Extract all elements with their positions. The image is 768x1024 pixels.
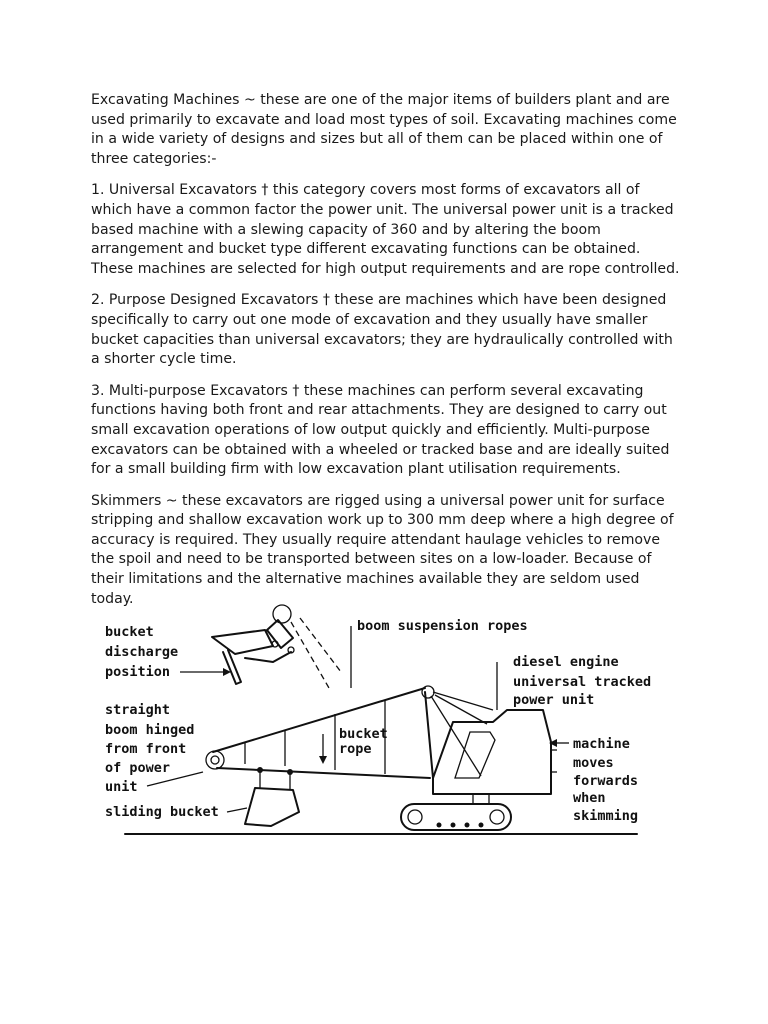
label-bucket-rope: bucket rope — [339, 726, 388, 757]
boom-drawing — [206, 686, 434, 778]
power-unit-drawing — [433, 710, 557, 804]
paragraph-universal-excavators: 1. Universal Excavators † this category covers most forms of excavators all of which have a common factor the power unit. The universal power unit is a tracked based machine with a slewing capacity of 360 and by altering the boom arrangement and bucket type different excavating functions can be obtained. These machines are selected for high output requirements and are rope controlled. — [91, 182, 680, 277]
label-straight-boom: straight boom hinged from front of power unit — [105, 702, 195, 795]
rope-drawing — [431, 692, 493, 776]
paragraph-multi-purpose: 3. Multi-purpose Excavators † these machines can perform several excavating functions having both front and rear attachments. They are designed to carry out small excavation operations of low output quickly and efficiently. Multi-purpose excavators can be obtained with a wheeled or tracked base and are ideally suited for a small building firm with low excavation plant utilisation requirements. — [91, 382, 670, 478]
label-boom-suspension: boom suspension ropes — [357, 618, 528, 634]
paragraph-intro: Excavating Machines ~ these are one of the major items of builders plant and are used primarily to excavate and load most types of soil. Excavating machines come in a wide variety of designs and sizes but all of them can be placed within one of three categories:- — [91, 92, 677, 167]
label-sliding-bucket: sliding bucket — [105, 804, 219, 820]
skimmer-illustration — [95, 600, 665, 845]
paragraph-purpose-designed: 2. Purpose Designed Excavators † these are machines which have been designed specifically to carry out one mode of excavation and they usually have smaller bucket capacities than universal excavators; they are hydraulically controlled with a shorter cycle time. — [91, 292, 673, 368]
bucket-rope-arrow — [319, 756, 327, 764]
label-bucket-discharge: bucket discharge position — [105, 624, 179, 680]
tracks-drawing — [401, 804, 511, 830]
bucket-discharge-drawing — [212, 605, 341, 688]
sliding-bucket-drawing — [245, 767, 299, 826]
label-power-unit: diesel engine universal tracked power unit — [513, 654, 652, 708]
leader-sliding-bucket — [227, 808, 247, 812]
body-text — [91, 91, 683, 621]
paragraph-skimmers: Skimmers ~ these excavators are rigged using a universal power unit for surface stripping and shallow excavation work up to 300 mm deep where a high degree of accuracy is required. They usually require attendant haulage vehicles to remove the spoil and need to be transported between sites on a low-loader. Because of their limitations and the alternative machines available they are seldom used today. — [91, 492, 674, 607]
skimmer-diagram — [95, 600, 665, 845]
label-machine-moves: machine moves forwards when skimming — [573, 736, 639, 824]
